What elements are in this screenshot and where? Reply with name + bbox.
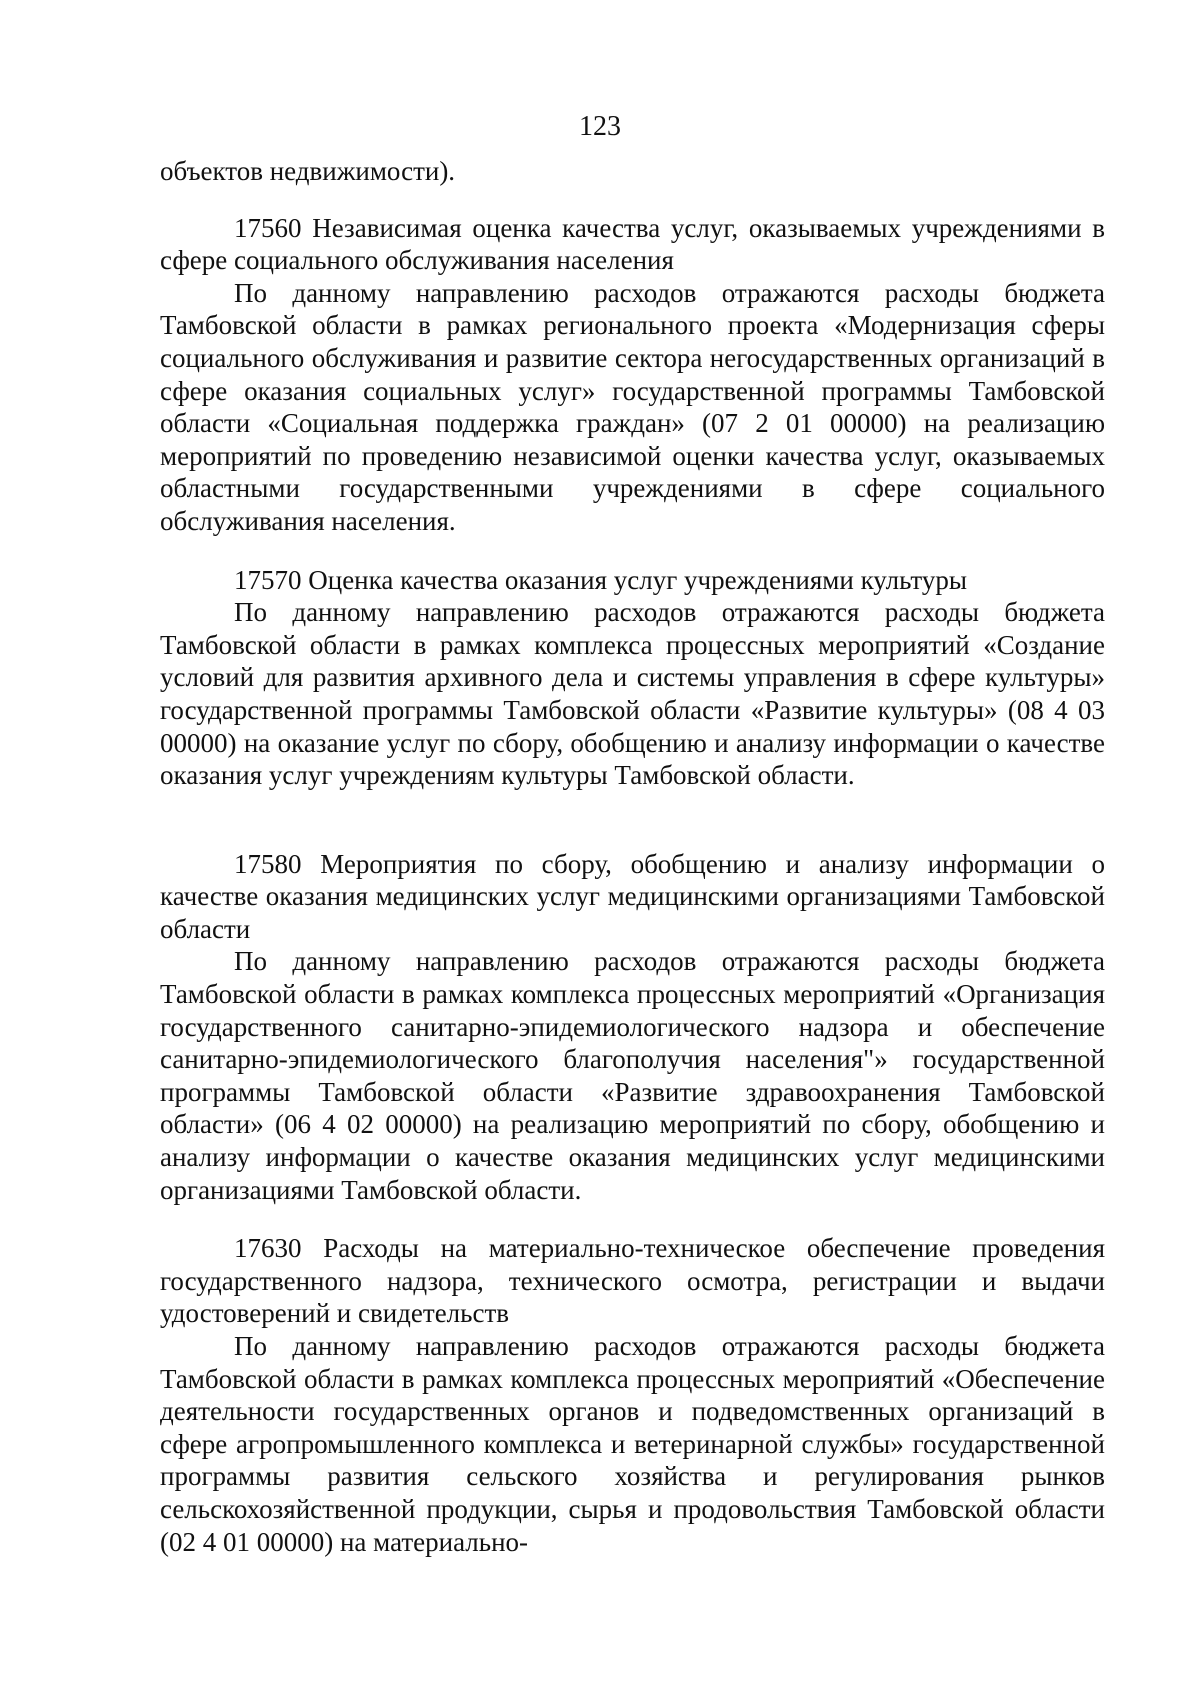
- paragraph-17560: По данному направлению расходов отражаются расходы бюджета Тамбовской области в рамках регионального проекта «Модернизация сферы социального обслуживания и развитие сектора негосударственных организаций в сфере оказания социальных услуг» государственной программы Тамбовской области «Социальная поддержка граждан» (07 2 01 00000) на реализацию мероприятий по проведению независимой оценки качества услуг, оказываемых областными государственными учреждениями в сфере социального обслуживания населения.: [160, 277, 1105, 536]
- document-body: [160, 155, 1105, 1558]
- heading-17630: 17630 Расходы на материально-техническое обеспечение проведения государственного надзора, технического осмотра, регистрации и выдачи удостоверений и свидетельств: [160, 1233, 1105, 1329]
- page-number: 123: [579, 111, 621, 142]
- paragraph-17580: По данному направлению расходов отражаются расходы бюджета Тамбовской области в рамках комплекса процессных мероприятий «Организация государственного санитарно-эпидемиологического надзора и обеспечение санитарно-эпидемиологического благополучия населения"» государственной программы Тамбовской области «Развитие здравоохранения Тамбовской области» (06 4 02 00000) на реализацию мероприятий по сбору, обобщению и анализу информации о качестве оказания медицинских услуг медицинскими организациями Тамбовской области.: [160, 946, 1105, 1205]
- paragraph-17630: По данному направлению расходов отражаются расходы бюджета Тамбовской области в рамках комплекса процессных мероприятий «Обеспечение деятельности государственных органов и подведомственных организаций в сфере агропромышленного комплекса и ветеринарной службы» государственной программы развития сельского хозяйства и регулирования рынков сельскохозяйственной продукции, сырья и продовольствия Тамбовской области (02 4 01 00000) на материально-: [160, 1331, 1105, 1557]
- heading-17570: 17570 Оценка качества оказания услуг учреждениями культуры: [234, 564, 967, 595]
- heading-17560: 17560 Независимая оценка качества услуг, оказываемых учреждениями в сфере социального обслуживания населения: [160, 212, 1105, 276]
- heading-17580: 17580 Мероприятия по сбору, обобщению и анализу информации о качестве оказания медицинских услуг медицинскими организациями Тамбовской области: [160, 848, 1105, 944]
- paragraph-continuation: объектов недвижимости).: [160, 156, 456, 186]
- paragraph-17570: По данному направлению расходов отражаются расходы бюджета Тамбовской области в рамках комплекса процессных мероприятий «Создание условий для развития архивного дела и системы управления в сфере культуры» государственной программы Тамбовской области «Развитие культуры» (08 4 03 00000) на оказание услуг по сбору, обобщению и анализу информации о качестве оказания услуг учреждениям культуры Тамбовской области.: [160, 597, 1105, 791]
